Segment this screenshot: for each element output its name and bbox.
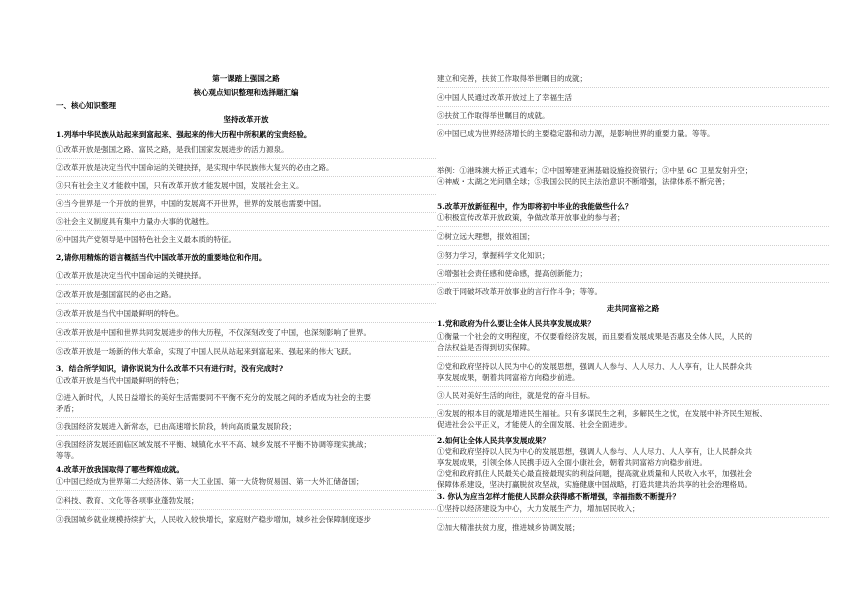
list-item: ③改革开放是当代中国最鲜明的特色。	[56, 309, 184, 318]
list-item: ⑥中国共产党领导是中国特色社会主义最本质的特征。	[56, 235, 236, 244]
list-item: ①改革开放是强国之路、富民之路，是我们国家发展进步的活力源泉。	[56, 145, 289, 154]
line-divider	[56, 322, 436, 323]
list-item: ④当今世界是一个开放的世界，中国的发展离不开世界，世界的发展也需要中国。	[56, 199, 326, 208]
line-divider	[437, 282, 829, 283]
list-item: ①衡量一个社会的文明程度，不仅要看经济发展，而且要看发展成果是否惠及全体人民，人民的	[437, 332, 752, 341]
line-divider	[437, 245, 829, 246]
topic-heading-prosperity: 走共同富裕之路	[606, 304, 660, 313]
list-item: 建立和完善，扶贫工作取得举世瞩目的成就；	[437, 74, 587, 83]
line-divider	[56, 284, 436, 285]
line-divider	[437, 386, 829, 387]
topic-heading-reform: 坚持改革开放	[223, 115, 269, 124]
list-item: ⑤扶贫工作取得举世瞩目的成就。	[437, 111, 550, 120]
list-item: 等等。	[56, 451, 79, 460]
list-item: 矛盾；	[56, 404, 79, 413]
line-divider	[56, 341, 436, 342]
list-item: 享发展成果，朝着共同富裕方向稳步前进。	[437, 373, 580, 382]
list-item: ①改革开放是当代中国最鲜明的特色；	[56, 376, 184, 385]
list-item: ②树立远大理想，报效祖国；	[437, 232, 535, 241]
line-divider	[56, 212, 436, 213]
list-item: ⑤敢于同破坏改革开放事业的言行作斗争；等等。	[437, 287, 602, 296]
list-item: ④发展的根本目的就是增进民生福祉。只有多谋民生之利，多解民生之忧，在发展中补齐民生短板、	[437, 409, 767, 418]
list-item: ③只有社会主义才能救中国，只有改革开放才能发展中国，发展社会主义。	[56, 181, 304, 190]
line-divider	[437, 264, 829, 265]
line-divider	[56, 417, 436, 418]
question-1: 1.列举中华民族从站起来到富起来、强起来的伟大历程中所积累的宝贵经验。	[56, 130, 312, 139]
list-item: ②改革开放是强国富民的必由之路。	[56, 290, 176, 299]
list-item: ①改革开放是决定当代中国命运的关键抉择。	[56, 271, 206, 280]
line-divider	[56, 435, 436, 436]
prosperity-question-1: 1.党和政府为什么要让全体人民共享发展成果？	[437, 319, 595, 328]
line-divider	[56, 194, 436, 195]
example-line: 举例：①港珠澳大桥正式通车；②中国筹建亚洲基础设施投资银行；③中星 6C 卫星发射升空；	[437, 166, 753, 175]
list-item: ②加大精准扶贫力度，推进城乡协调发展；	[437, 523, 580, 532]
line-divider	[437, 106, 829, 107]
line-divider	[56, 303, 436, 304]
line-divider	[56, 509, 436, 510]
list-item: ②党和政府抓住人民最关心最直接最现实的利益问题，提高就业质量和人民收入水平，加强社会	[437, 469, 752, 478]
list-item: ③我国城乡就业规模持续扩大，人民收入较快增长，家庭财产稳步增加，城乡社会保障制度逐步	[56, 515, 371, 524]
list-item: ③人民对美好生活的向往，就是党的奋斗目标。	[437, 391, 595, 400]
list-item: ③努力学习，掌握科学文化知识；	[437, 251, 550, 260]
question-3: 3．结合所学知识，请你说说为什么改革不只有进行时，没有完成时?	[56, 364, 284, 373]
list-item: 合法权益是否得到切实保障。	[437, 343, 535, 352]
line-divider	[56, 230, 436, 231]
line-divider	[437, 124, 829, 125]
prosperity-question-2: 2.如何让全体人民共享发展成果？	[437, 436, 550, 445]
list-item: ②党和政府坚持以人民为中心的发展思想，强调人人参与、人人尽力、人人享有，让人民群众共	[437, 362, 752, 371]
line-divider	[56, 158, 436, 159]
document-subtitle: 核心观点知识整理和选择题汇编	[193, 88, 299, 97]
list-item: ④我国经济发展还面临区域发展不平衡、城镇化水平不高、城乡发展不平衡不协调等现实挑战；	[56, 440, 371, 449]
list-item: ②科技、教育、文化等各项事业蓬勃发展；	[56, 496, 199, 505]
line-divider	[56, 176, 436, 177]
list-item: ①党和政府坚持以人民为中心的发展思想，强调人人参与、人人尽力、人人享有，让人民群众共	[437, 447, 752, 456]
question-5: 5.改革开放新征程中，作为即将初中毕业的我能做些什么？	[437, 202, 633, 211]
question-4: 4.改革开放我国取得了哪些辉煌成就。	[56, 465, 184, 474]
list-item: ⑤社会主义制度具有集中力量办大事的优越性。	[56, 217, 214, 226]
line-divider	[437, 87, 829, 88]
line-divider	[437, 517, 829, 518]
document-title: 第一课踏上强国之路	[212, 74, 280, 83]
line-divider	[437, 404, 829, 405]
list-item: ②进入新时代，人民日益增长的美好生活需要同不平衡不充分的发展之间的矛盾成为社会的主要	[56, 393, 371, 402]
list-item: 享发展成果，引领全体人民携手迈入全面小康社会，朝着共同富裕方向稳步前进。	[437, 458, 707, 467]
list-item: ②改革开放是决定当代中国命运的关键抉择，是实现中华民族伟大复兴的必由之路。	[56, 163, 334, 172]
list-item: ④增强社会责任感和使命感，提高创新能力；	[437, 269, 587, 278]
list-item: ①中国已经成为世界第二大经济体、第一大工业国、第一大货物贸易国、第一大外汇储备国；	[56, 477, 364, 486]
list-item: 保障体系建设，坚决打赢脱贫攻坚战，实施健康中国战略，打造共建共治共享的社会治理格局。	[437, 480, 752, 489]
line-divider	[437, 226, 829, 227]
example-line: ④神威・太湖之光问鼎全球；⑤我国公民的民主法治意识不断增强，法律体系不断完善；	[437, 177, 730, 186]
list-item: 促进社会公平正义，才能使人的全面发展、社会全面进步。	[437, 420, 632, 429]
list-item: ⑥中国已成为世界经济增长的主要稳定器和动力源，是影响世界的重要力量。等等。	[437, 129, 715, 138]
list-item: ⑤改革开放是一场新的伟大革命，实现了中国人民从站起来到富起来、强起来的伟大飞跃。	[56, 347, 356, 356]
line-divider	[56, 490, 436, 491]
list-item: ①坚持以经济建设为中心，大力发展生产力，增加居民收入；	[437, 504, 640, 513]
list-item: ③我国经济发展进入新常态，已由高速增长阶段，转向高质量发展阶段；	[56, 422, 296, 431]
question-2: 2,请你用精炼的语言概括当代中国改革开放的重要地位和作用。	[56, 253, 267, 262]
list-item: ④中国人民通过改革开放过上了幸福生活	[437, 93, 572, 102]
line-divider	[437, 356, 829, 357]
section-heading: 一、核心知识整理	[56, 101, 116, 110]
prosperity-question-3: 3. 你认为应当怎样才能使人民群众获得感不断增强，幸福指数不断提升？	[437, 492, 680, 501]
list-item: ①积极宣传改革开放政策，争做改革开放事业的参与者；	[437, 213, 625, 222]
list-item: ④改革开放是中国和世界共同发展进步的伟大历程，不仅深刻改变了中国，也深刻影响了世界。	[56, 328, 371, 337]
